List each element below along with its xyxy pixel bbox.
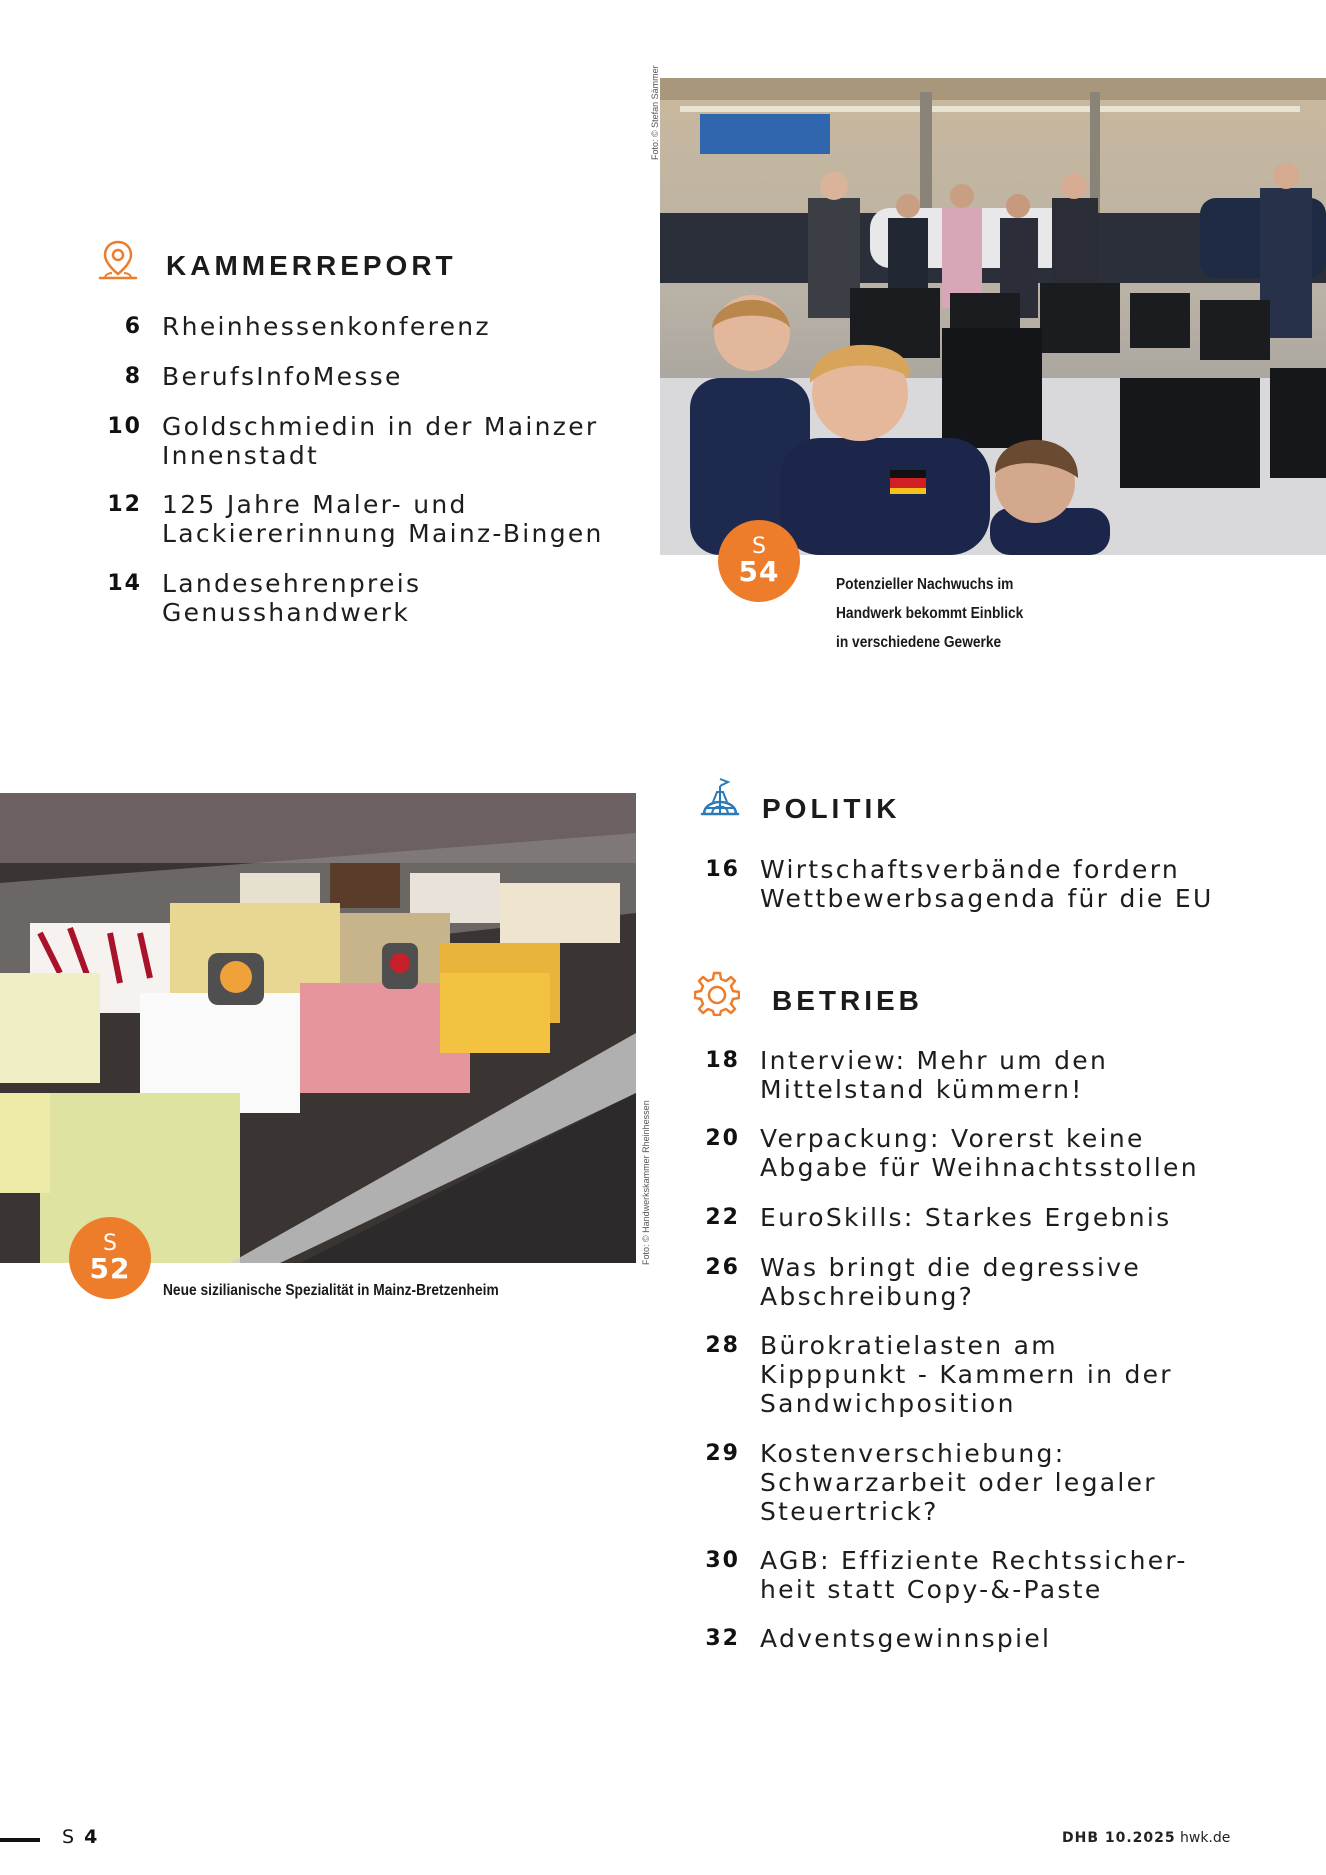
section-title-betrieb: BETRIEB [772, 985, 923, 1016]
toc-entry[interactable] [694, 1546, 1188, 1604]
toc-page-number: 16 [705, 857, 740, 882]
page-badge-54[interactable]: S 54 [718, 520, 800, 602]
toc-title: AGB: Effiziente Rechtssicher- heit statt Copy-&-Paste [760, 1546, 1188, 1604]
workshop-photo [660, 78, 1326, 555]
toc-title: Rheinhessenkonferenz [162, 312, 491, 341]
toc-entry[interactable] [694, 1331, 1173, 1418]
toc-page-number: 20 [705, 1126, 740, 1151]
toc-page-number: 14 [107, 571, 142, 596]
toc-entry[interactable] [96, 362, 403, 391]
toc-page-number: 10 [107, 414, 142, 439]
photo-credit: Foto: © Handwerkskammer Rheinhessen [641, 1100, 651, 1265]
footer-site[interactable]: hwk.de [1180, 1830, 1231, 1846]
toc-page-number: 18 [705, 1048, 740, 1073]
toc-entry[interactable] [96, 569, 421, 627]
footer-issue: DHB 10.2025 [1062, 1830, 1176, 1846]
toc-page-number: 30 [705, 1548, 740, 1573]
toc-title: EuroSkills: Starkes Ergebnis [760, 1203, 1172, 1232]
toc-title: BerufsInfoMesse [162, 362, 403, 391]
footer-page-number: S 4 [62, 1826, 100, 1848]
toc-title: Interview: Mehr um den Mittelstand kümmern! [760, 1046, 1109, 1104]
toc-title: Goldschmiedin in der Mainzer Innenstadt [162, 412, 599, 470]
toc-title: Kostenverschiebung: Schwarzarbeit oder legaler Steuertrick? [760, 1439, 1157, 1526]
toc-entry[interactable] [96, 412, 598, 470]
toc-page-number: 26 [705, 1255, 740, 1280]
toc-entry[interactable] [694, 1439, 1157, 1526]
section-title-politik: POLITIK [762, 793, 901, 824]
location-pin-icon [96, 238, 140, 282]
gelato-photo [0, 793, 636, 1263]
toc-entry[interactable] [694, 1253, 1141, 1311]
toc-title: Verpackung: Vorerst keine Abgabe für Weihnachtsstollen [760, 1124, 1199, 1182]
toc-title: Landesehrenpreis Genusshandwerk [162, 569, 422, 627]
toc-page-number: 29 [705, 1441, 740, 1466]
gear-icon [694, 970, 740, 1016]
toc-entry[interactable] [694, 1124, 1199, 1182]
toc-title: Adventsgewinnspiel [760, 1624, 1052, 1653]
photo-caption: Neue sizilianische Spezialität in Mainz-Bretzenheim [163, 1282, 499, 1299]
toc-entry[interactable] [694, 1046, 1108, 1104]
toc-title: 125 Jahre Maler- und Lackiererinnung Mainz-Bingen [162, 490, 604, 548]
toc-page-number: 12 [107, 492, 142, 517]
toc-title: Was bringt die degressive Abschreibung? [760, 1253, 1142, 1311]
toc-entry[interactable] [694, 1624, 1051, 1653]
toc-entry[interactable] [96, 490, 604, 548]
dome-building-icon [698, 776, 742, 820]
toc-entry[interactable] [96, 312, 491, 341]
toc-page-number: 28 [705, 1333, 740, 1358]
photo-credit: Foto: © Stefan Sämmer [650, 65, 660, 160]
page-badge-52[interactable]: S 52 [69, 1217, 151, 1299]
section-title-kammerreport: KAMMERREPORT [166, 250, 457, 281]
toc-page-number: 6 [124, 314, 142, 339]
photo-caption: Potenzieller Nachwuchs im Handwerk bekommt Einblick in verschiedene Gewerke [836, 576, 1024, 651]
footer-rule [0, 1838, 40, 1842]
toc-title: Bürokratielasten am Kipppunkt - Kammern in der Sandwichposition [760, 1331, 1173, 1418]
toc-page-number: 22 [705, 1205, 740, 1230]
toc-entry[interactable] [694, 855, 1214, 913]
toc-page-number: 32 [705, 1626, 740, 1651]
toc-page-number: 8 [124, 364, 142, 389]
toc-entry[interactable] [694, 1203, 1171, 1232]
toc-title: Wirtschaftsverbände fordern Wettbewerbsagenda für die EU [760, 855, 1214, 913]
